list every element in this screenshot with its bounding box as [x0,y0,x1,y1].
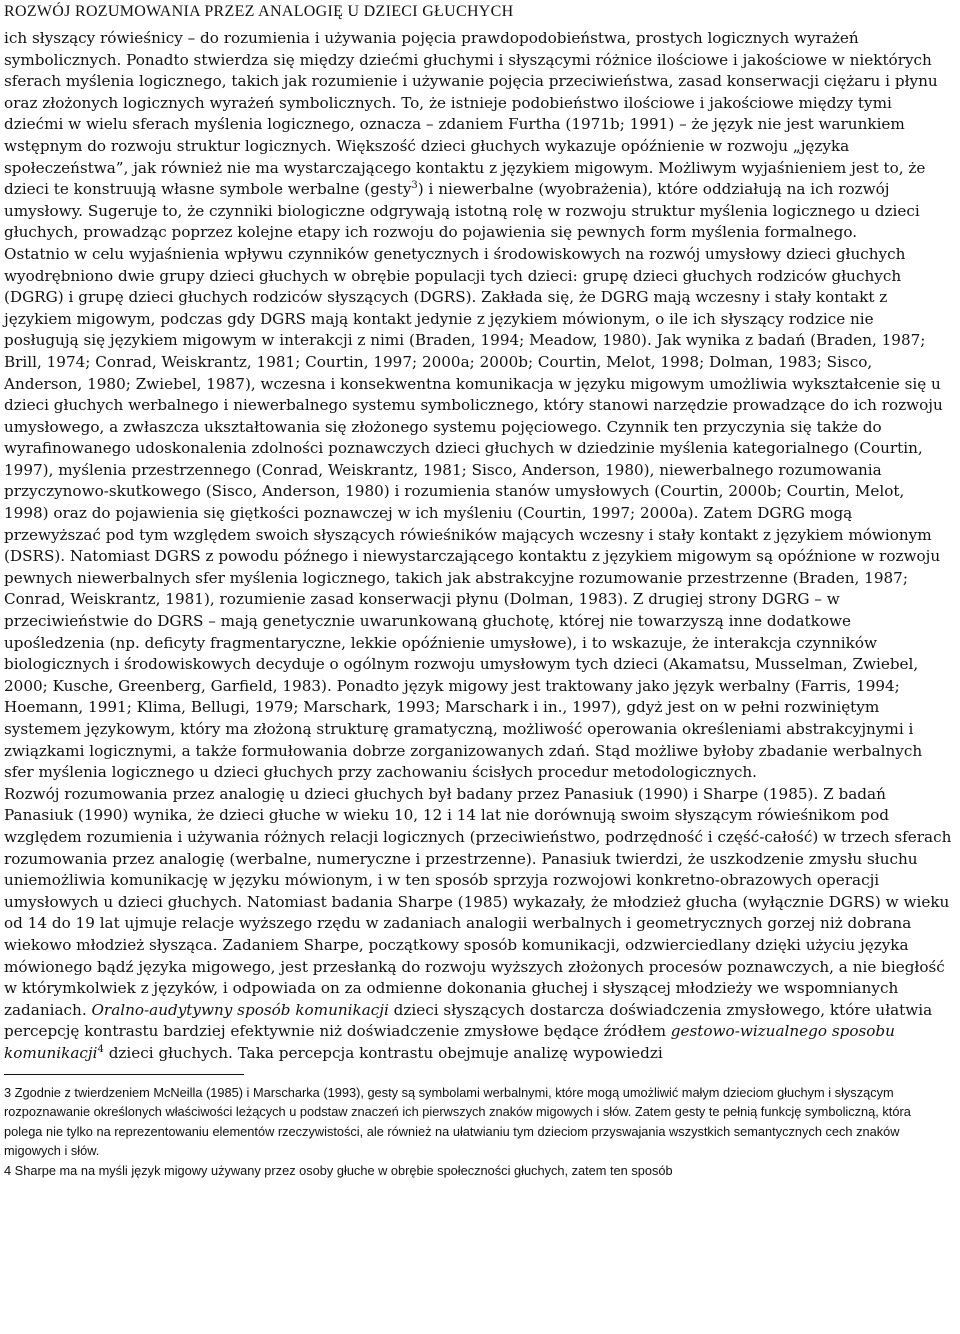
running-header: ROZWÓJ ROZUMOWANIA PRZEZ ANALOGIĘ U DZIECI GŁUCHYCH [4,3,514,20]
footnote-ref-3: 3 [411,180,418,192]
footnote-3-number: 3 [4,1084,12,1100]
footnote-separator [4,1074,244,1075]
footnotes [4,1083,952,1181]
footnote-4-text: Sharpe ma na myśli język migowy używany przez osoby głuche w obrębie społeczności głuchych, zatem ten sposób [11,1162,673,1178]
paragraph-3 [4,784,952,1065]
paragraph-3-end: dzieci głuchych. Taka percepcja kontrastu obejmuje analizę wypowiedzi [103,1043,663,1062]
main-text [4,28,952,1065]
footnote-3 [4,1083,952,1161]
footnote-ref-4: 4 [97,1043,104,1055]
footnote-4 [4,1161,952,1181]
footnote-3-text: Zgodnie z twierdzeniem McNeilla (1985) i Marscharka (1993), gesty są symbolami werbalnymi, które mogą umożliwić małym dzieciom głuchym i słyszącym rozpoznawanie określonych właściwości leżących u podstaw znaczeń ich pierwszych znaków migowych i słów. Zatem gesty te pełnią funkcję symboliczną, która polega nie tylko na reprezentowaniu elementów rzeczywistości, ale również na ułatwianiu tym dzieciom przyswajania wszystkich semantycznych cech znaków migowych i słów. [4,1084,911,1159]
paragraph-3-text: Rozwój rozumowania przez analogię u dzieci głuchych był badany przez Panasiuk (1990) i Sharpe (1985). Z badań Panasiuk (1990) wynika, że dzieci głuche w wieku 10, 12 i 14 lat nie dorównują swoim słyszącym rówieśnikom pod względem rozumienia i używania różnych relacji logicznych (przeciwieństwo, podrzędność i część-całość) w trzech sferach rozumowania przez analogię (werbalne, numeryczne i przestrzenne). Panasiuk twierdzi, że uszkodzenie zmysłu słuchu uniemożliwia komunikację w języku mówionym, i w ten sposób sprzyja rozwojowi konkretno-obrazowych operacji umysłowych u dzieci głuchych. Natomiast badania Sharpe (1985) wykazały, że młodzież głucha (wyłącznie DGRS) w wieku od 14 do 19 lat ujmuje relacje wyższego rzędu w zadaniach analogii werbalnych i geometrycznych gorzej niż dobrana wiekowo młodzież słysząca. Zadaniem Sharpe, początkowy sposób komunikacji, odzwierciedlany dzięki użyciu języka mówionego bądź języka migowego, jest przesłanką do rozwoju wyższych złożonych procesów poznawczych, a nie biegłość w którymkolwiek z języków, i odpowiada on za odmienne dokonania głuchej i słyszącej młodzieży we wspomnianych zadaniach. [4,784,952,1019]
italic-term-gestural-visual: gestowo-wizualnego sposobu komunikacji [4,1022,895,1062]
paragraph-1 [4,28,952,244]
paragraph-3-middle: dzieci słyszących dostarcza doświadczenia zmysłowego, które ułatwia percepcję kontrastu bardziej efektywnie niż doświadczenie zmysłowe będące źródłem [4,1000,933,1041]
paragraph-1-continuation: ) i niewerbalne (wyobrażenia), które oddziałują na ich rozwój umysłowy. Sugeruje to, że czynniki biologiczne odgrywają istotną rolę w rozwoju struktur myślenia logicznego u dzieci głuchych, prowadząc poprzez kolejne etapy ich rozwoju do pojawienia się pewnych form myślenia formalnego. [4,180,920,242]
paragraph-1-text: ich słyszący rówieśnicy – do rozumienia i używania pojęcia prawdopodobieństwa, prostych logicznych wyrażeń symbolicznych. Ponadto stwierdza się między dziećmi głuchymi i słyszącymi różnice ilościowe i jakościowe w niektórych sferach myślenia logicznego, takich jak rozumienie i używanie pojęcia przeciwieństwa, zasad konserwacji ciężaru i płynu oraz złożonych logicznych wyrażeń symbolicznych. To, że istnieje podobieństwo ilościowe i jakościowe między tymi dziećmi w wielu sferach myślenia logicznego, oznacza – zdaniem Furtha (1971b; 1991) – że język nie jest warunkiem wstępnym do rozwoju struktur logicznych. Większość dzieci głuchych wykazuje opóźnienie w rozwoju „języka społeczeństwa”, jak również nie ma wystarczającego kontaktu z językiem migowym. Możliwym wyjaśnieniem jest to, że dzieci te konstruują własne symbole werbalne (gesty [4,29,938,199]
footnote-4-number: 4 [4,1162,12,1178]
paragraph-2: Ostatnio w celu wyjaśnienia wpływu czynników genetycznych i środowiskowych na rozwój umysłowy dzieci głuchych wyodrębniono dwie grupy dzieci głuchych w obrębie populacji tych dzieci: grupę dzieci głuchych rodziców głuchych (DGRG) i grupę dzieci głuchych rodziców słyszących (DGRS). Zakłada się, że DGRG mają wczesny i stały kontakt z językiem migowym, podczas gdy DGRS mają kontakt jedynie z językiem mówionym, o ile ich słyszący rodzice nie posługują się językiem migowym w interakcji z nimi (Braden, 1994; Meadow, 1980). Jak wynika z badań (Braden, 1987; Brill, 1974; Conrad, Weiskrantz, 1981; Courtin, 1997; 2000a; 2000b; Courtin, Melot, 1998; Dolman, 1983; Sisco, Anderson, 1980; Zwiebel, 1987), wczesna i konsekwentna komunikacja w języku migowym umożliwia wykształcenie się u dzieci głuchych werbalnego i niewerbalnego systemu symbolicznego, który stanowi narzędzie prowadzące do ich rozwoju umysłowego, a zwłaszcza ukształtowania się złożonego systemu pojęciowego. Czynnik ten przyczynia się także do wyrafinowanego udoskonalenia zdolności poznawczych dzieci głuchych w dziedzinie myślenia kategorialnego (Courtin, 1997), myślenia przestrzennego (Conrad, Weiskrantz, 1981; Sisco, Anderson, 1980), niewerbalnego rozumowania przyczynowo-skutkowego (Sisco, Anderson, 1980) i rozumienia stanów umysłowych (Courtin, 2000b; Courtin, Melot, 1998) oraz do pojawienia się giętkości poznawczej w ich myśleniu (Courtin, 1997; 2000a). Zatem DGRG mogą przewyższać pod tym względem swoich słyszących rówieśników mających wczesny i stały kontakt z językiem mówionym (DSRS). Natomiast DGRS z powodu późnego i niewystarczającego kontaktu z językiem migowym są opóźnione w rozwoju pewnych niewerbalnych sfer myślenia logicznego, takich jak abstrakcyjne rozumowanie przestrzenne (Braden, 1987; Conrad, Weiskrantz, 1981), rozumienie zasad konserwacji płynu (Dolman, 1983). Z drugiej strony DGRG – w przeciwieństwie do DGRS – mają genetycznie uwarunkowaną głuchotę, której nie towarzyszą inne dodatkowe upośledzenia (np. deficyty fragmentaryczne, lekkie opóźnienie umysłowe), i to wskazuje, że interakcja czynników biologicznych i środowiskowych decyduje o ogólnym rozwoju umysłowym tych dzieci (Akamatsu, Musselman, Zwiebel, 2000; Kusche, Greenberg, Garfield, 1983). Ponadto język migowy jest traktowany jako język werbalny (Farris, 1994; Hoemann, 1991; Klima, Bellugi, 1979; Marschark, 1993; Marschark i in., 1997), gdyż jest on w pełni rozwiniętym systemem językowym, który ma złożoną strukturę gramatyczną, możliwość operowania określeniami abstrakcyjnymi i związkami logicznymi, a także formułowania dobrze zorganizowanych zdań. Stąd możliwe byłoby zbadanie werbalnych sfer myślenia logicznego u dzieci głuchych przy zachowaniu ścisłych procedur metodologicznych. [4,244,943,782]
italic-term-oral-auditory: Oralno-audytywny sposób komunikacji [91,1000,389,1019]
